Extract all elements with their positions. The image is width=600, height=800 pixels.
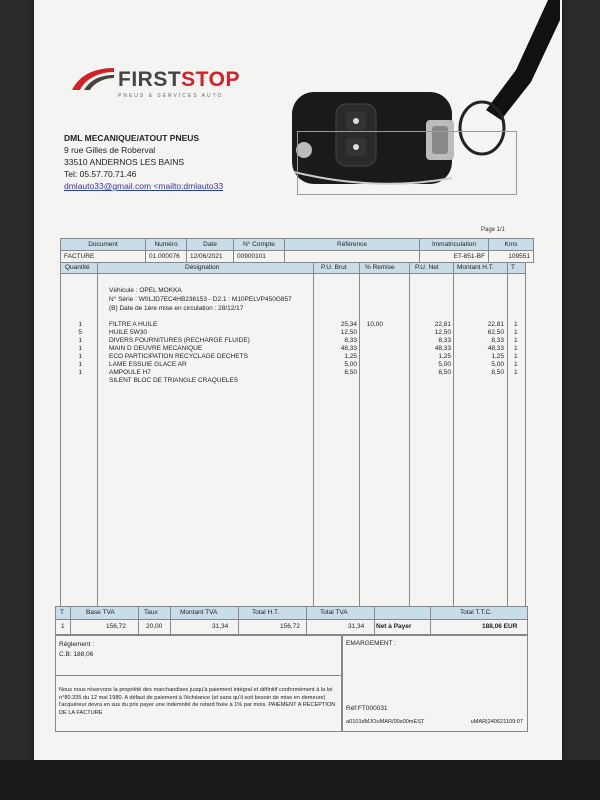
totals-header [56,607,527,620]
column-divider [409,263,410,607]
item-t: 1 [514,361,518,368]
vehicle-first-registration: (B) Date de 1ère mise en circulation : 28/12/17 [109,305,244,312]
column-divider [430,607,431,635]
vehicle-serial: N° Série : W0LJD7EC4HB236153 - D2.1 : M10PELVP450G857 [109,296,292,303]
item-pu-net: 1,25 [438,353,451,360]
header-date-value: 12/06/2021 [187,251,234,263]
totals-taux-value: 20,00 [146,623,163,630]
item-designation: HUILE 5W30 [109,329,147,336]
totals-table [55,606,528,636]
column-divider [313,263,314,607]
header-reference-value [285,251,420,263]
item-pu-brut: 8,33 [344,337,357,344]
item-montant: 8,33 [491,337,504,344]
totals-label-total-ttc: Total T.T.C. [460,609,493,616]
totals-label-total-ht: Total H.T. [252,609,280,616]
item-designation: LAME ESSUIE GLACE AR [109,361,187,368]
item-designation: SILENT BLOC DE TRIANGLE CRAQUELES [109,377,239,384]
item-montant: 22,81 [487,321,504,328]
company-address [64,132,223,192]
background-floor [0,760,600,800]
column-divider [507,263,508,607]
totals-label-base-tva: Base TVA [86,609,115,616]
totals-total-tva-value: 31,34 [348,623,365,630]
column-divider [170,607,171,635]
item-pu-net: 5,00 [438,361,451,368]
emargement-label: EMARGEMENT : [346,640,397,647]
net-a-payer-label: Net à Payer [376,623,412,630]
page-number: Page 1/1 [481,227,506,233]
item-designation: ECO PARTICIPATION RECYCLAGE DECHETS [109,353,248,360]
item-qty: 1 [78,337,82,344]
item-t: 1 [514,345,518,352]
company-tel: Tel: 05.57.70.71.46 [64,169,137,179]
item-pu-net: 8,33 [438,337,451,344]
col-pu-brut: P.U. Brut [321,264,347,271]
invoice-ref: Réf:FT000031 [346,705,388,712]
header-document-value: FACTURE [61,251,146,263]
emargement-box [341,634,528,732]
item-pu-brut: 5,00 [344,361,357,368]
item-t: 1 [514,353,518,360]
header-numero-value: 01.000076 [146,251,187,263]
header-compte-value: 00900101 [234,251,285,263]
column-divider [138,607,139,635]
column-divider [453,263,454,607]
item-pu-net: 12,50 [434,329,451,336]
item-montant: 1,25 [491,353,504,360]
logo-swoosh-icon [70,66,116,92]
company-name: DML MECANIQUE/ATOUT PNEUS [64,133,200,143]
item-montant: 8,50 [491,369,504,376]
column-divider [97,263,98,607]
logo-tagline: PNEUS & SERVICES AUTO [118,93,224,99]
item-pu-net: 8,50 [438,369,451,376]
item-qty: 1 [78,361,82,368]
header-immatriculation-value: ET-851-BF [420,251,489,263]
firststop-logo [70,62,250,102]
column-divider [359,263,360,607]
header-col-numero: Numéro [146,239,187,251]
totals-montant-tva-value: 31,34 [212,623,229,630]
logo-wordmark: FIRSTSTOP [118,68,240,91]
item-montant: 48,33 [487,345,504,352]
header-col-compte: N° Compte [234,239,285,251]
column-divider [374,607,375,635]
item-designation: DIVERS FOURNITURES (RECHARGE FLUIDE) [109,337,250,344]
item-t: 1 [514,337,518,344]
item-montant: 5,00 [491,361,504,368]
col-remise: % Remise [365,264,395,271]
col-montant-ht: Montant H.T. [457,264,494,271]
item-pu-brut: 8,50 [344,369,357,376]
totals-label-total-tva: Total TVA [320,609,348,616]
item-t: 1 [514,369,518,376]
item-designation: FILTRE A HUILE [109,321,158,328]
column-divider [70,607,71,635]
column-divider [306,607,307,635]
legal-notice: Nous nous réservons la propriété des marchandises jusqu'à paiement intégral et définitif conformément à la loi n°80.335 du 12 mai 1980. A défaut de paiement à l'échéance (et sans qu'il soit besoin de mise en demeure) l'acquéreur devra en sus du prix payer une indemnité de retard fixée à 1% par mois. PAIEMENT A RECEPTION DE LA FACTURE [59,687,336,716]
col-pu-net: P.U. Net [415,264,439,271]
item-designation: MAIN D OEUVRE MECANIQUE [109,345,203,352]
item-pu-brut: 48,33 [340,345,357,352]
col-t: T [511,264,515,271]
totals-t-value: 1 [61,623,65,630]
item-t: 1 [514,329,518,336]
company-city: 33510 ANDERNOS LES BAINS [64,157,185,167]
header-col-date: Date [187,239,234,251]
reglement-divider [56,675,342,676]
column-divider [238,607,239,635]
company-email-link[interactable]: dmlauto33@gmail.com <mailto:dmlauto33 [64,181,224,191]
totals-label-t: T [60,609,64,616]
items-header-row [61,263,525,274]
item-remise: 10,00 [366,321,383,328]
item-t: 1 [514,321,518,328]
document-header-table [60,238,534,263]
item-qty: 1 [78,345,82,352]
item-pu-brut: 1,25 [344,353,357,360]
customer-address-box [297,131,517,195]
header-col-immatriculation: Immatriculation [420,239,489,251]
totals-label-taux: Taux [144,609,158,616]
item-pu-brut: 12,50 [340,329,357,336]
totals-base-tva-value: 156,72 [106,623,126,630]
invoice-items-table [60,262,526,608]
header-col-document: Document [61,239,146,251]
header-col-reference: Référence [285,239,420,251]
item-pu-net: 48,33 [434,345,451,352]
vehicle-model: Véhicule : OPEL MOKKA [109,287,182,294]
item-pu-brut: 25,34 [340,321,357,328]
item-qty: 1 [78,321,82,328]
item-qty: 5 [78,329,82,336]
total-ttc-value: 188,06 EUR [482,623,518,630]
item-qty: 1 [78,353,82,360]
company-street: 9 rue Gilles de Roberval [64,145,156,155]
item-designation: AMPOULE H7 [109,369,151,376]
col-designation: Désignation [185,264,220,271]
item-montant: 62,50 [487,329,504,336]
reglement-box [55,634,343,732]
header-col-kms: Kms [489,239,534,251]
item-qty: 1 [78,369,82,376]
item-pu-net: 22,81 [434,321,451,328]
reglement-label: Règlement : [59,641,95,648]
header-kms-value: 109551 [489,251,534,263]
system-code-right: uMAR|240621109:07 [470,719,523,725]
reglement-value: C.B: 188,06 [59,651,94,658]
totals-label-montant-tva: Montant TVA [180,609,218,616]
system-code-left: a0101dMJOuMAR/00s00mEST [346,719,425,725]
totals-total-ht-value: 156,72 [280,623,300,630]
col-quantite: Quantité [65,264,90,271]
